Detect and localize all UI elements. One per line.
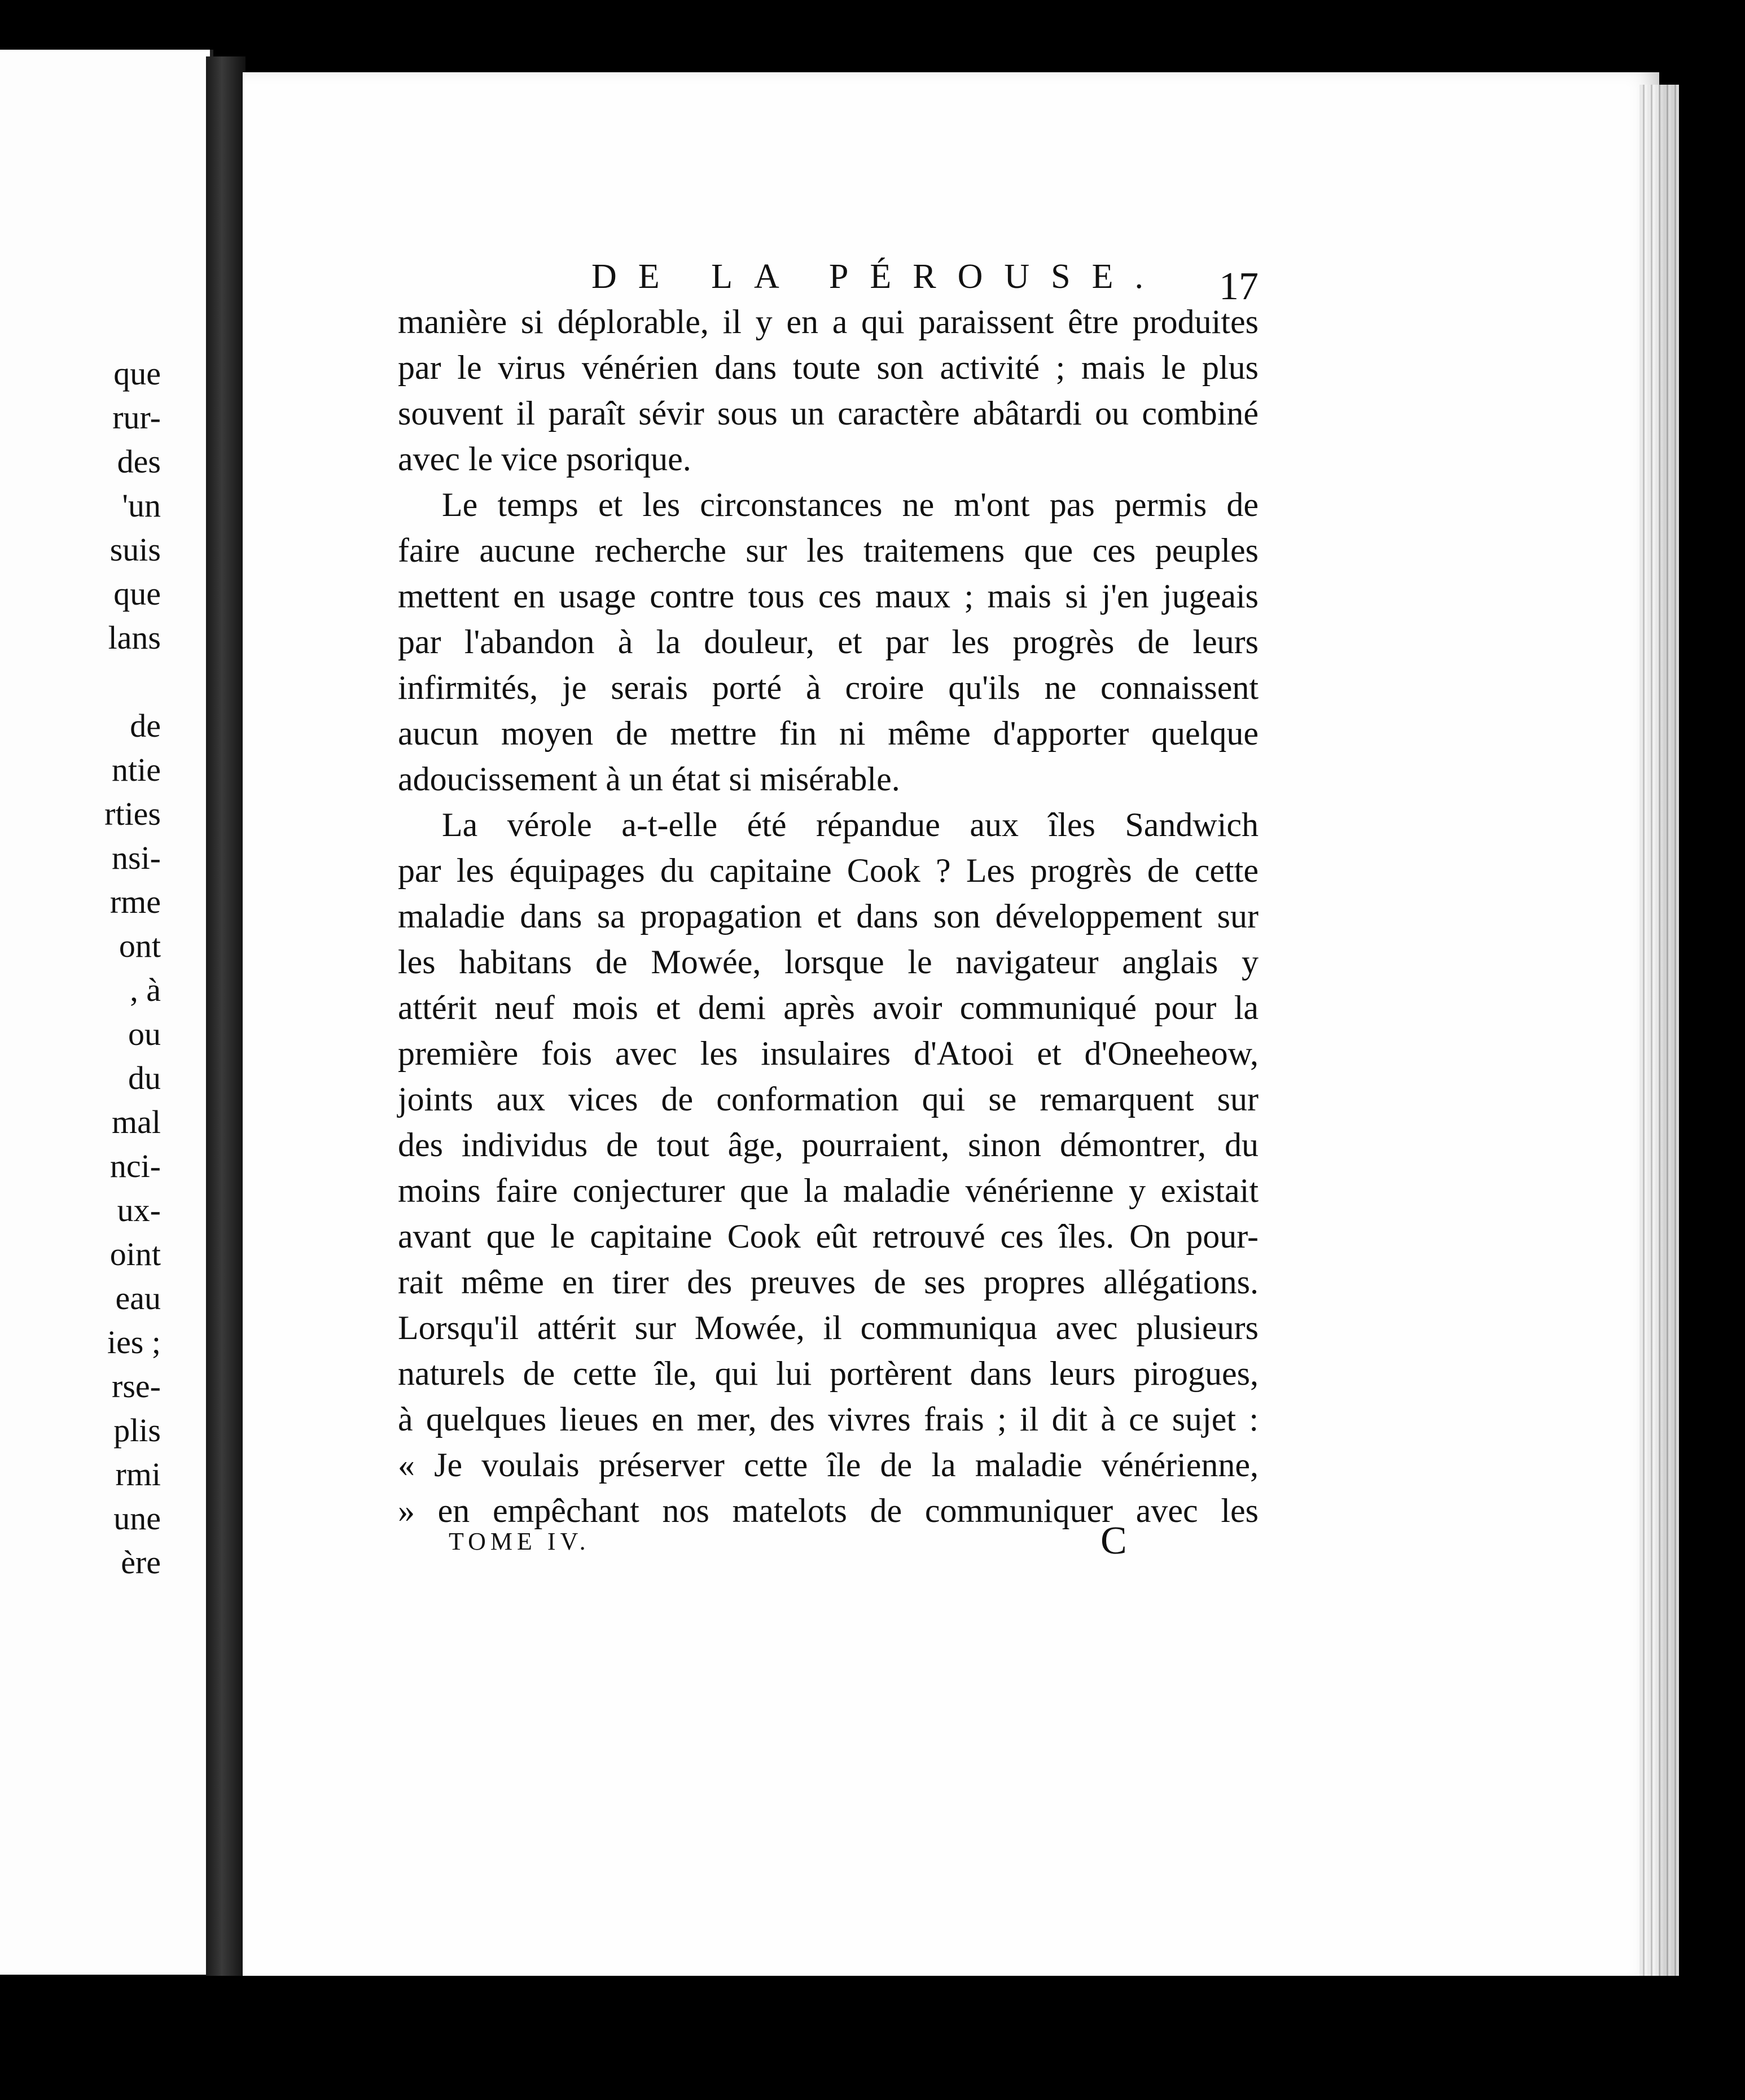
text-line: naturels de cette île, qui lui portèrent dans leurs pirogues, bbox=[398, 1355, 1259, 1392]
text-line: moins faire conjecturer que la maladie vénérienne y existait bbox=[398, 1172, 1259, 1209]
text-line: Le temps et les circonstances ne m'ont pas permis de bbox=[442, 486, 1259, 523]
signature-mark: TOME IV. bbox=[449, 1528, 590, 1555]
text-line: première fois avec les insulaires d'Atooi et d'Oneeheow, bbox=[398, 1035, 1259, 1072]
fragment: du bbox=[128, 1060, 161, 1096]
fragment: mal bbox=[112, 1104, 161, 1140]
fragment: ies ; bbox=[107, 1324, 161, 1360]
fragment: suis bbox=[109, 531, 161, 568]
fragment: , à bbox=[130, 972, 161, 1008]
text-line: par le virus vénérien dans toute son activité ; mais le plus bbox=[398, 349, 1259, 386]
fragment: rur- bbox=[112, 399, 161, 436]
book-gutter bbox=[206, 56, 245, 1976]
text-line: avant que le capitaine Cook eût retrouvé ces îles. On pour- bbox=[398, 1218, 1259, 1255]
text-line: joints aux vices de conformation qui se remarquent sur bbox=[398, 1080, 1259, 1118]
previous-page bbox=[0, 50, 213, 1975]
fragment: ou bbox=[128, 1016, 161, 1052]
fragment: nsi- bbox=[112, 839, 161, 876]
fragment: nci- bbox=[109, 1148, 161, 1184]
text-line: avec le vice psorique. bbox=[398, 440, 691, 478]
text-line: « Je voulais préserver cette île de la maladie vénérienne, bbox=[398, 1446, 1259, 1484]
fragment: une bbox=[113, 1500, 161, 1537]
text-line: mettent en usage contre tous ces maux ; mais si j'en jugeais bbox=[398, 578, 1259, 615]
fragment: que bbox=[113, 575, 161, 612]
text-line: faire aucune recherche sur les traitemens que ces peuples bbox=[398, 532, 1259, 569]
fragment: ont bbox=[119, 928, 161, 964]
fragment: rmi bbox=[115, 1456, 161, 1493]
text-line: infirmités, je serais porté à croire qu'ils ne connaissent bbox=[398, 669, 1259, 706]
text-line: adoucissement à un état si misérable. bbox=[398, 760, 900, 798]
text-line: La vérole a-t-elle été répandue aux îles Sandwich bbox=[442, 806, 1259, 843]
fragment: des bbox=[117, 443, 161, 480]
fragment: oint bbox=[109, 1236, 161, 1272]
text-line: les habitans de Mowée, lorsque le navigateur anglais y bbox=[398, 943, 1259, 981]
fragment: 'un bbox=[122, 487, 161, 524]
text-line: souvent il paraît sévir sous un caractère abâtardi ou combiné bbox=[398, 395, 1259, 432]
text-line: Lorsqu'il attérit sur Mowée, il communiqua avec plusieurs bbox=[398, 1309, 1259, 1346]
fragment: lans bbox=[108, 619, 161, 656]
body-text bbox=[398, 299, 1259, 1534]
fragment: ntie bbox=[112, 751, 161, 788]
text-line: aucun moyen de mettre fin ni même d'apporter quelque bbox=[398, 715, 1259, 752]
text-line: » en empêchant nos matelots de communiquer avec les bbox=[398, 1492, 1259, 1529]
fragment: eau bbox=[115, 1280, 161, 1316]
scan-background bbox=[0, 1976, 1745, 2100]
fragment: rties bbox=[104, 795, 161, 832]
fragment: rme bbox=[109, 883, 161, 920]
page-edge bbox=[1639, 85, 1679, 1976]
gathering-letter: C bbox=[1101, 1519, 1127, 1563]
text-line: par les équipages du capitaine Cook ? Les progrès de cette bbox=[398, 852, 1259, 889]
text-line: des individus de tout âge, pourraient, sinon démontrer, du bbox=[398, 1126, 1259, 1163]
text-line: attérit neuf mois et demi après avoir communiqué pour la bbox=[398, 989, 1259, 1026]
text-line: par l'abandon à la douleur, et par les progrès de leurs bbox=[398, 623, 1259, 660]
fragment: de bbox=[130, 707, 161, 744]
running-title: DE LA PÉROUSE. bbox=[591, 257, 1165, 296]
fragment: plis bbox=[113, 1412, 161, 1449]
text-line: maladie dans sa propagation et dans son développement sur bbox=[398, 898, 1259, 935]
fragment: ux- bbox=[117, 1192, 161, 1228]
text-line: à quelques lieues en mer, des vivres frais ; il dit à ce sujet : bbox=[398, 1401, 1259, 1438]
page-number: 17 bbox=[1219, 265, 1259, 308]
fragment: ère bbox=[121, 1544, 161, 1581]
fragment: rse- bbox=[112, 1368, 161, 1405]
text-line: manière si déplorable, il y en a qui paraissent être produites bbox=[398, 303, 1259, 340]
text-line: rait même en tirer des preuves de ses propres allégations. bbox=[398, 1263, 1259, 1301]
fragment: que bbox=[113, 355, 161, 392]
